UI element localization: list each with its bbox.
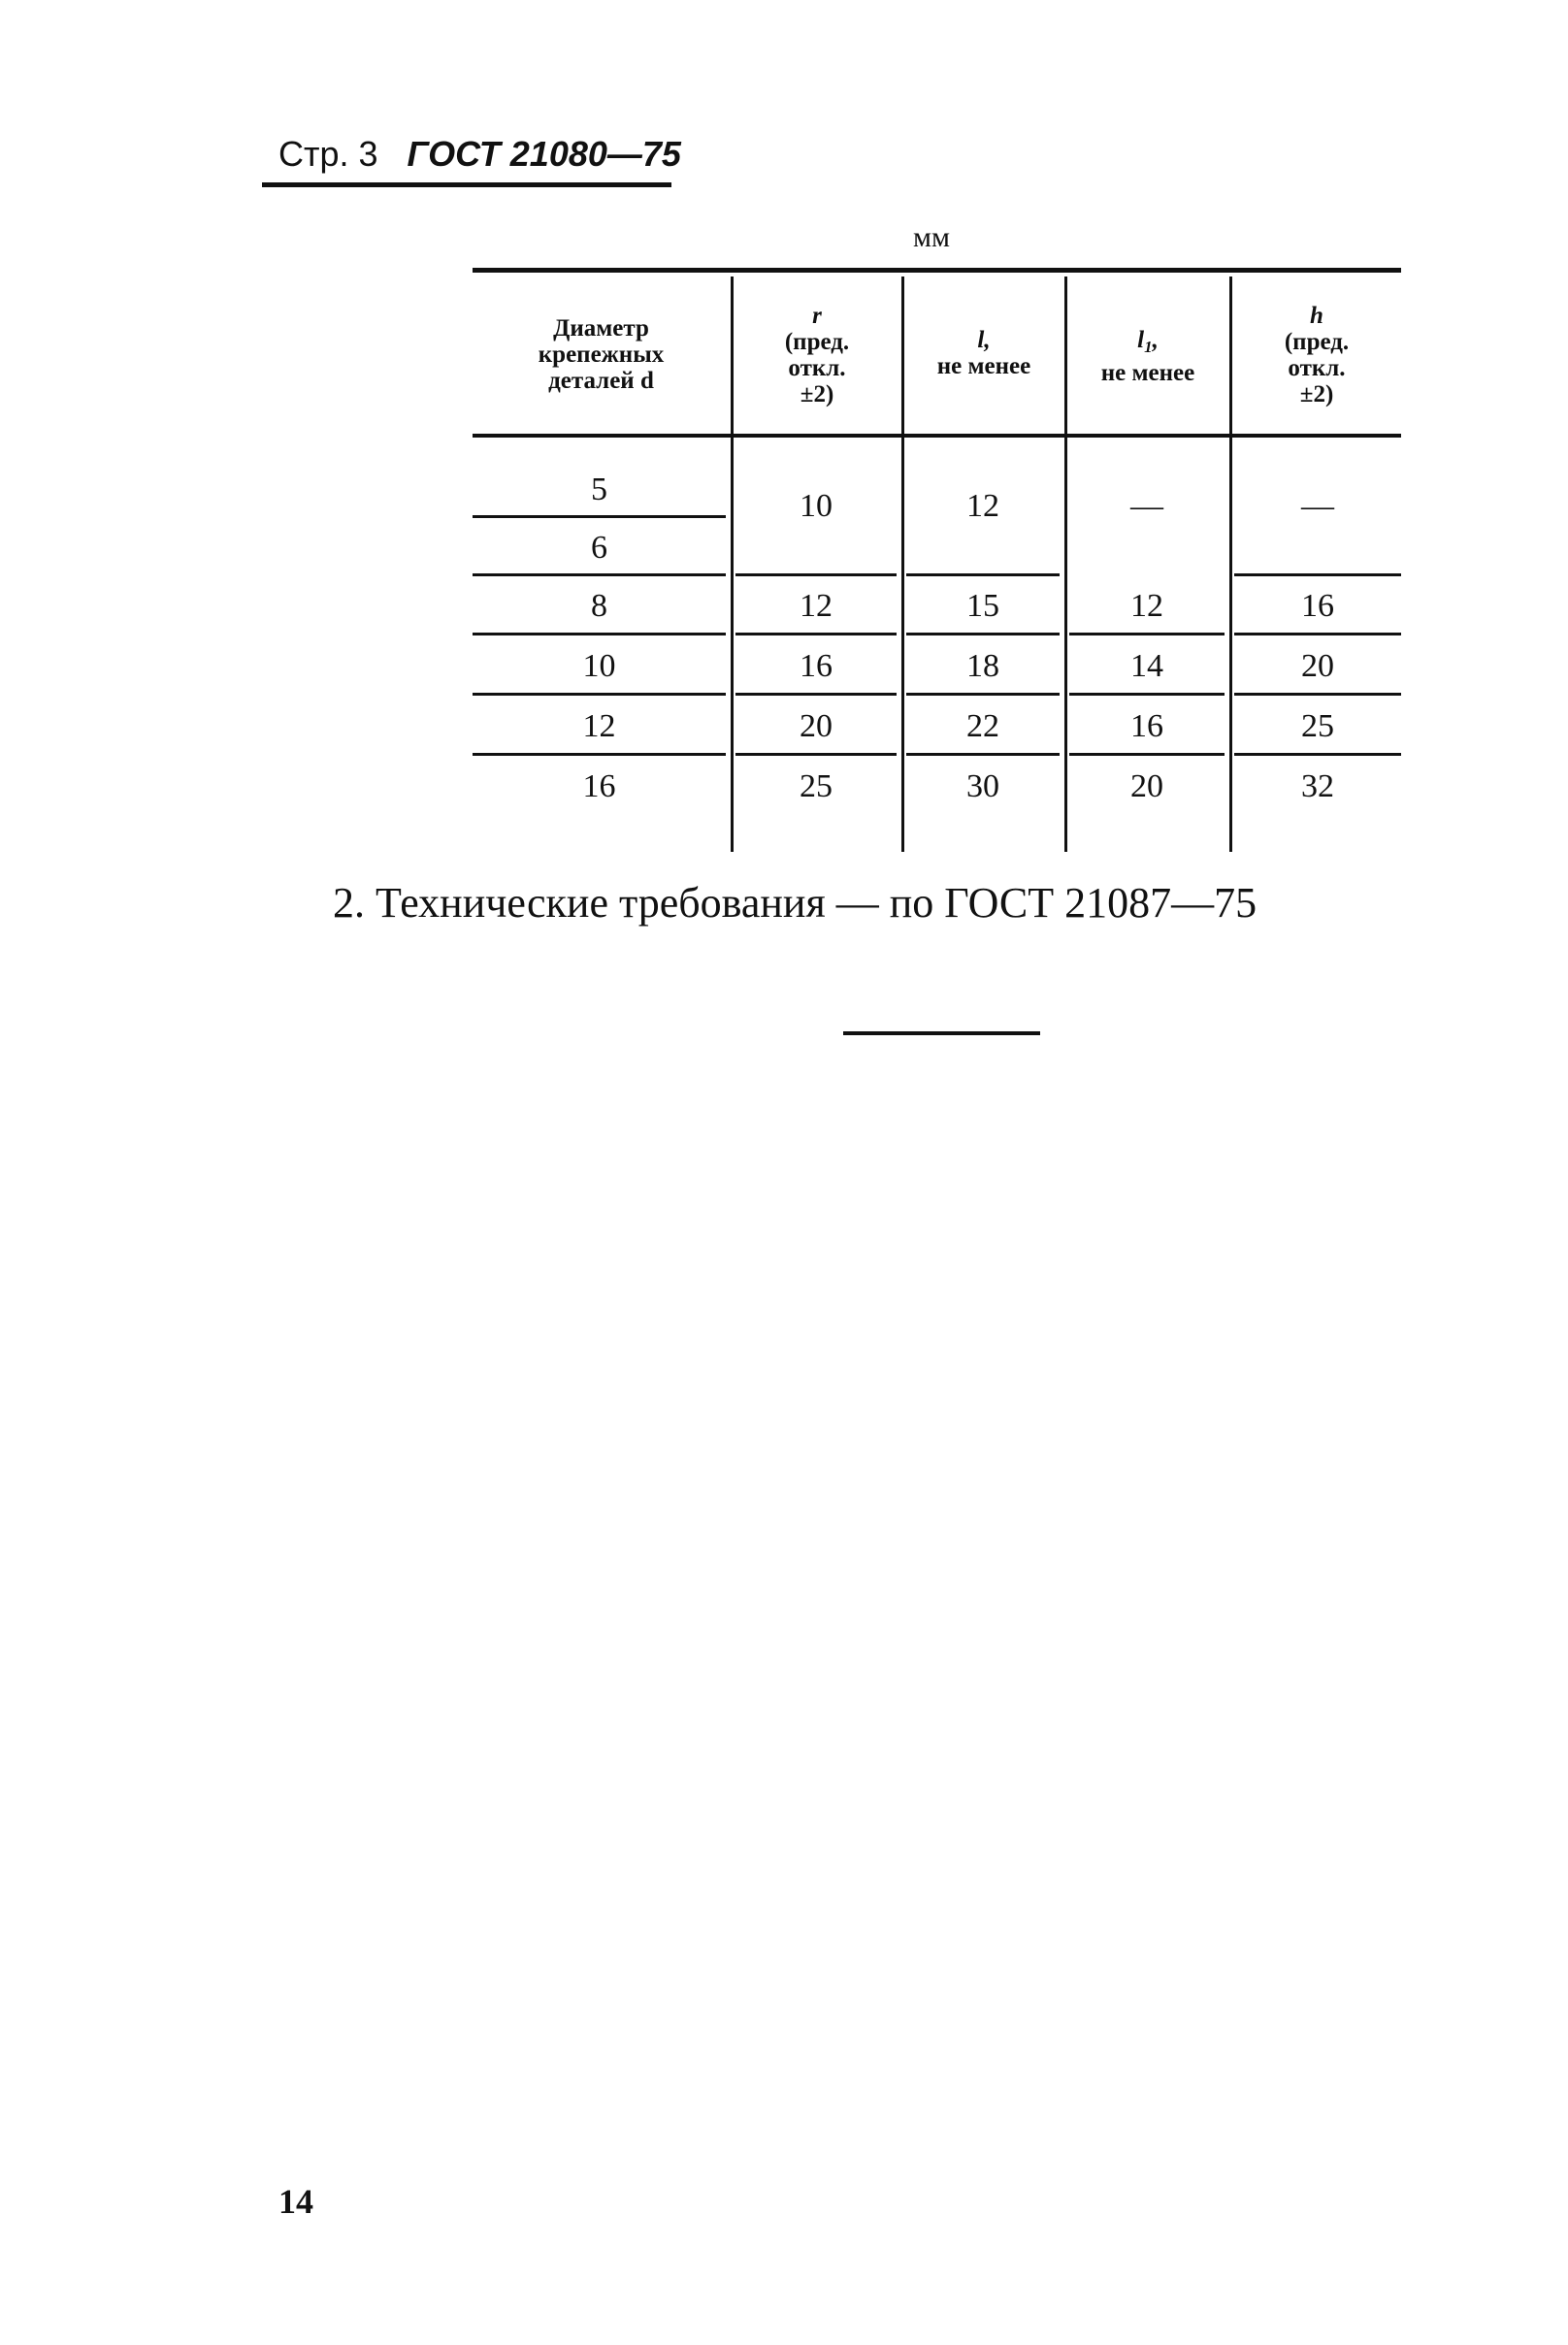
cell-l: 22 [966, 708, 999, 744]
cell-d: 5 [591, 472, 607, 507]
row-rule [1234, 693, 1401, 696]
row-rule [1234, 633, 1401, 635]
row-rule [1069, 693, 1225, 696]
header-rule [262, 182, 671, 187]
cell-l1: 12 [1130, 588, 1163, 624]
cell-h: — [1301, 488, 1334, 524]
end-rule [843, 1031, 1040, 1035]
row-rule [1069, 753, 1225, 756]
column-header-l: l, не менее [936, 327, 1031, 379]
cell-h: 20 [1301, 648, 1334, 684]
table-header-rule [473, 434, 1401, 438]
cell-l: 30 [966, 768, 999, 804]
row-rule [906, 573, 1060, 576]
row-rule [473, 515, 726, 518]
running-header [278, 134, 681, 175]
column-divider [901, 277, 904, 852]
cell-d: 12 [582, 708, 616, 744]
row-rule [906, 753, 1060, 756]
row-rule [1234, 573, 1401, 576]
row-rule [906, 633, 1060, 635]
cell-r: 12 [800, 588, 833, 624]
column-header-diameter: Диаметр крепежных деталей d [538, 315, 665, 394]
table-units: мм [913, 221, 950, 253]
column-header-l1: $l_1$, не менее [1100, 327, 1195, 386]
cell-h: 25 [1301, 708, 1334, 744]
table-top-rule [473, 268, 1401, 273]
row-rule [906, 693, 1060, 696]
doc-id: ГОСТ 21080—75 [407, 134, 681, 174]
cell-l: 15 [966, 588, 999, 624]
row-rule [735, 693, 897, 696]
cell-h: 16 [1301, 588, 1334, 624]
column-header-h: h (пред. откл. ±2) [1284, 303, 1350, 407]
cell-r: 20 [800, 708, 833, 744]
cell-l: 18 [966, 648, 999, 684]
row-rule [735, 573, 897, 576]
row-rule [473, 573, 726, 576]
cell-d: 10 [582, 648, 616, 684]
cell-h: 32 [1301, 768, 1334, 804]
cell-l1: — [1130, 488, 1163, 524]
cell-l1: 14 [1130, 648, 1163, 684]
cell-r: 25 [800, 768, 833, 804]
row-rule [473, 693, 726, 696]
technical-requirements-paragraph: 2. Технические требования — по ГОСТ 21087—75 [333, 879, 1258, 927]
row-rule [473, 753, 726, 756]
cell-l1: 16 [1130, 708, 1163, 744]
cell-d: 8 [591, 588, 607, 624]
column-divider [1229, 277, 1232, 852]
row-rule [1234, 753, 1401, 756]
row-rule [473, 633, 726, 635]
row-rule [1069, 633, 1225, 635]
cell-l1: 20 [1130, 768, 1163, 804]
row-rule [735, 753, 897, 756]
page-label: Стр. 3 [278, 134, 378, 174]
row-rule [735, 633, 897, 635]
column-header-r: r (пред. откл. ±2) [784, 303, 850, 407]
cell-r: 16 [800, 648, 833, 684]
column-divider [1064, 277, 1067, 852]
column-divider [731, 277, 734, 852]
cell-d: 16 [582, 768, 616, 804]
page-number: 14 [278, 2182, 313, 2221]
cell-r: 10 [800, 488, 833, 524]
cell-l: 12 [966, 488, 999, 524]
cell-d: 6 [591, 530, 607, 566]
